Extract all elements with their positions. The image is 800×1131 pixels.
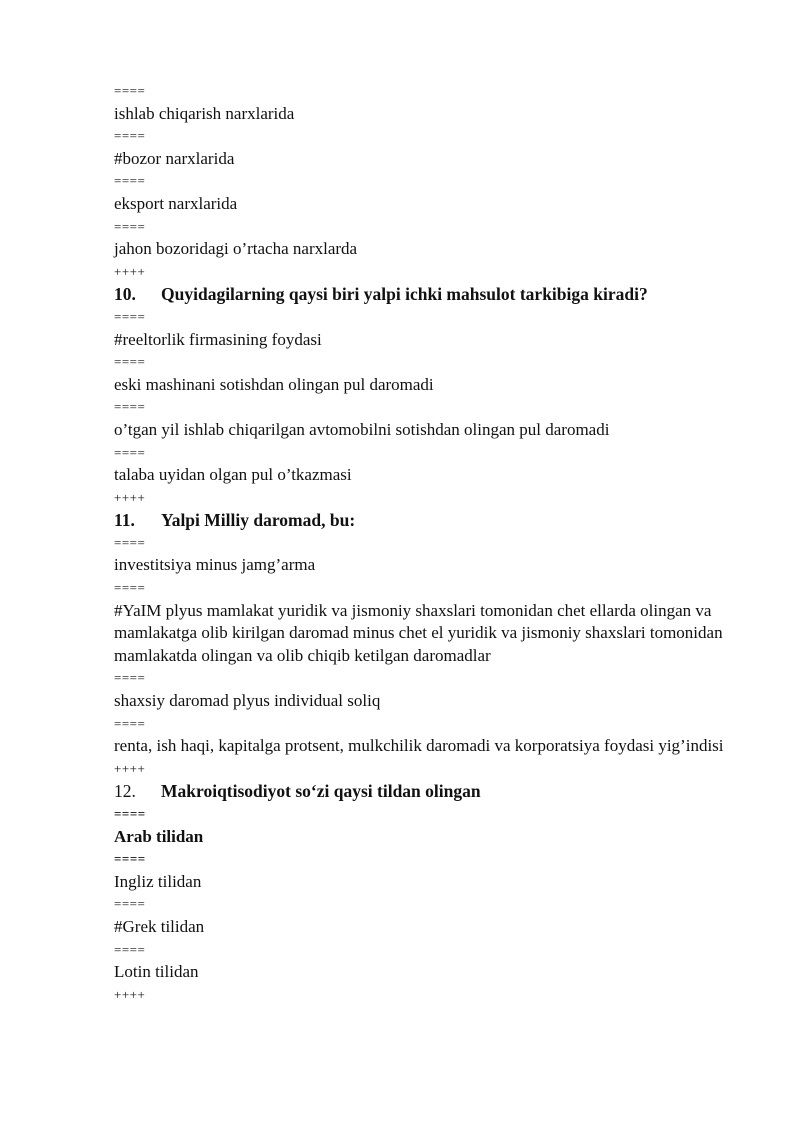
answer-option: o’tgan yil ishlab chiqarilgan avtomobilni sotishdan olingan pul daromadi [114, 419, 610, 439]
answer-option: #Grek tilidan [114, 916, 205, 936]
document-page [114, 80, 734, 1006]
separator-marker: ==== [114, 941, 146, 957]
question-heading [114, 780, 734, 803]
separator-marker: ==== [114, 218, 146, 234]
separator-marker: ==== [114, 715, 146, 731]
answer-option: renta, ish haqi, kapitalga protsent, mulkchilik daromadi va korporatsiya foydasi yig’indisi [114, 736, 724, 756]
separator-marker: ==== [114, 580, 146, 596]
question-heading [114, 509, 734, 532]
separator-marker: ==== [114, 308, 146, 324]
answer-option: jahon bozoridagi o’rtacha narxlarda [114, 239, 358, 259]
answer-option: eski mashinani sotishdan olingan pul daromadi [114, 374, 434, 394]
separator-marker: ==== [114, 806, 146, 821]
answer-option: #YaIM plyus mamlakat yuridik va jismoniy shaxslari tomonidan chet ellarda olingan va mamlakatga olib kirilgan daromad minus chet el yuridik va jismoniy shaxslari tomonidan mamlakatda olingan va olib chiqib ketilgan daromadlar [114, 600, 723, 665]
separator-marker: ==== [114, 173, 146, 189]
separator-marker: ++++ [114, 760, 146, 776]
answer-option: talaba uyidan olgan pul o’tkazmasi [114, 465, 352, 485]
answer-option: eksport narxlarida [114, 193, 238, 213]
answer-option: investitsiya minus jamg’arma [114, 555, 316, 575]
separator-marker: ==== [114, 128, 146, 144]
question-number: 10. [114, 284, 136, 305]
question-heading [114, 283, 734, 306]
question-number: 11. [114, 510, 135, 531]
separator-marker: ++++ [114, 489, 146, 505]
question-text: Quyidagilarning qaysi biri yalpi ichki mahsulot tarkibiga kiradi? [161, 284, 648, 305]
answer-option: ishlab chiqarish narxlarida [114, 103, 295, 123]
answer-option: Arab tilidan [114, 826, 204, 846]
separator-marker: ++++ [114, 986, 146, 1002]
separator-marker: ==== [114, 444, 146, 460]
question-number: 12. [114, 781, 136, 802]
separator-marker: ==== [114, 83, 146, 98]
separator-marker: ==== [114, 354, 146, 370]
answer-option: Lotin tilidan [114, 962, 199, 982]
separator-marker: ==== [114, 534, 146, 550]
answer-option: shaxsiy daromad plyus individual soliq [114, 691, 381, 711]
answer-option: Ingliz tilidan [114, 871, 202, 891]
separator-marker: ==== [114, 896, 146, 912]
answer-option: #bozor narxlarida [114, 148, 235, 168]
separator-marker: ++++ [114, 263, 146, 279]
separator-marker: ==== [114, 851, 146, 867]
separator-marker: ==== [114, 670, 146, 686]
question-text: Yalpi Milliy daromad, bu: [161, 510, 356, 531]
question-text: Makroiqtisodiyot so‘zi qaysi tildan olingan [161, 781, 481, 802]
answer-option: #reeltorlik firmasining foydasi [114, 329, 322, 349]
separator-marker: ==== [114, 399, 146, 415]
